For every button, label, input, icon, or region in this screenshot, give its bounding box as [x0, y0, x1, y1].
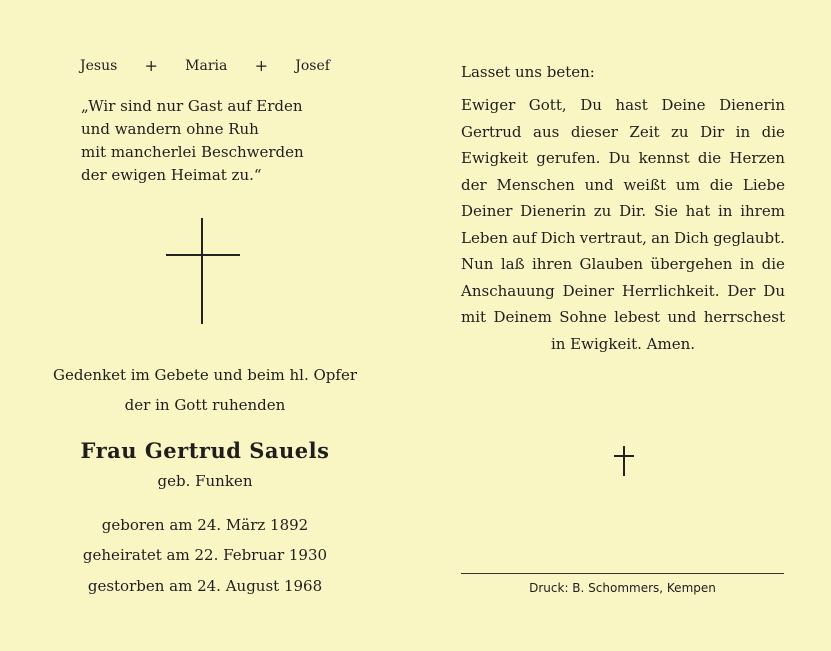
- saint-josef: Josef: [295, 58, 330, 74]
- saint-jesus: Jesus: [80, 58, 118, 74]
- prayer-line: der Menschen und weißt um die Liebe: [461, 175, 785, 194]
- marriage-date: geheiratet am 22. Februar 1930: [82, 546, 328, 564]
- verse: [81, 95, 304, 187]
- prayer-line: Ewigkeit gerufen. Du kennst die Herzen: [461, 149, 785, 167]
- prayer-line: mit Deinem Sohne lebest und herrschest: [461, 308, 785, 326]
- prayer-line: Anschauung Deiner Herrlichkeit. Der Du: [461, 281, 785, 300]
- divider: [461, 573, 784, 574]
- deceased-name: Frau Gertrud Sauels: [80, 438, 330, 463]
- prayer-heading: Lasset uns beten:: [461, 63, 595, 81]
- prayer-line: Leben auf Dich vertraut, an Dich geglaubt.: [461, 228, 785, 247]
- intro-line-1: Gedenket im Gebete und beim hl. Opfer: [52, 366, 357, 384]
- saints-line: [80, 58, 330, 74]
- verse-line: mit mancherlei Beschwerden: [81, 143, 304, 161]
- verse-line: und wandern ohne Ruh: [81, 120, 259, 138]
- intro-line-2: der in Gott ruhenden: [124, 396, 286, 414]
- death-date: gestorben am 24. August 1968: [87, 577, 323, 595]
- cross-separator: +: [144, 56, 158, 75]
- large-cross-icon: [166, 218, 240, 324]
- saint-maria: Maria: [185, 58, 228, 74]
- cross-separator: +: [254, 56, 269, 75]
- verse-line: der ewigen Heimat zu.“: [81, 166, 262, 184]
- verse-line: „Wir sind nur Gast auf Erden: [81, 97, 303, 115]
- prayer-line: Gertrud aus dieser Zeit zu Dir in die: [461, 122, 785, 141]
- prayer-line: Deiner Dienerin zu Dir. Sie hat in ihrem: [461, 202, 785, 220]
- maiden-name: geb. Funken: [157, 472, 253, 490]
- prayer-line: Ewiger Gott, Du hast Deine Dienerin: [461, 96, 785, 114]
- small-cross-icon: [614, 446, 634, 476]
- printer-credit: Druck: B. Schommers, Kempen: [529, 581, 716, 595]
- prayer-closing: in Ewigkeit. Amen.: [550, 334, 696, 353]
- birth-date: geboren am 24. März 1892: [101, 516, 309, 534]
- prayer-line: Nun laß ihren Glauben übergehen in die: [461, 255, 785, 273]
- prayer-text: [461, 92, 785, 357]
